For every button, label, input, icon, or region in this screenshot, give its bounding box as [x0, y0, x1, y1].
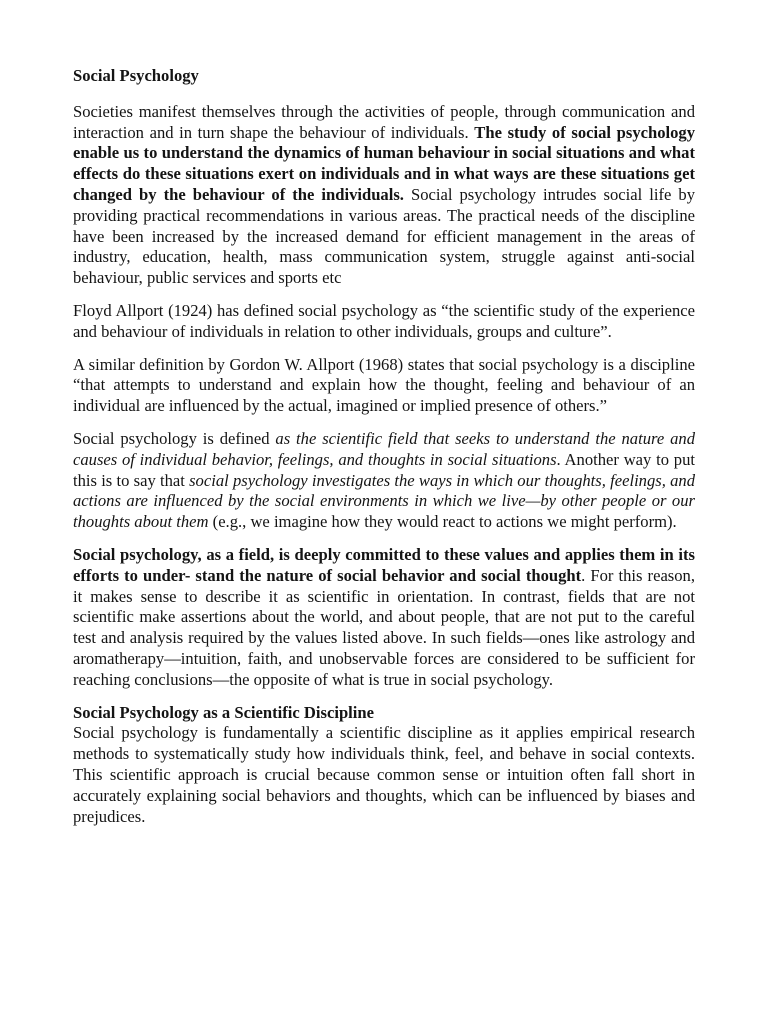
paragraph-societies: [73, 102, 695, 289]
paragraph-definition-end: (e.g., we imagine how they would react to actions we might perform).: [208, 512, 677, 532]
paragraph-scientific-discipline: Social psychology is fundamentally a scientific discipline as it applies empirical research methods to systematically study how individuals think, feel, and behave in social contexts. This scientific approach is crucial because common sense or intuition often fall short in accurately explaining social behaviors and thoughts, which can be influenced by biases and prejudices.: [73, 723, 695, 826]
paragraph-societies-bold: The study of social psychology enable us to understand the dynamics of human behaviour in social situations and what effects do these situations exert on individuals and in what ways are these situations get changed by the behaviour of the individuals.: [73, 122, 696, 204]
paragraph-floyd-allport: Floyd Allport (1924) has defined social psychology as “the scientific study of the experience and behaviour of individuals in relation to other individuals, groups and culture”.: [73, 300, 695, 341]
paragraph-scientific-values-rest: . For this reason, it makes sense to describe it as scientific in orientation. In contrast, fields that are not scientific make assertions about the world, and about people, that are not put to the careful test and analysis required by the values listed above. In such fields—ones like astrology and aromatherapy—intuition, faith, and unobservable forces are considered to be sufficient for reaching conclusions—the opposite of what is true in social psychology.: [73, 565, 696, 689]
paragraph-definition-italic-2: social psychology investigates the ways in which our thoughts, feelings, and actions are influenced by the social environments in which we live—by other people or our thoughts about them: [73, 470, 695, 532]
paragraph-definition-mid: . Another way to put this is to say that: [73, 449, 695, 490]
paragraph-societies-rest: Social psychology intrudes social life by providing practical recommendations in various areas. The practical needs of the discipline have been increased by the increased demand for efficient management in the areas of industry, education, health, mass communication system, struggle against anti-social behaviour, public services and sports etc: [73, 184, 695, 288]
paragraph-definition-italic-1: as the scientific field that seeks to understand the nature and causes of individual behavior, feelings, and thoughts in social situations: [73, 428, 696, 469]
paragraph-scientific-values-bold: Social psychology, as a field, is deeply committed to these values and applies them in its efforts to under- stand the nature of social behavior and social thought: [73, 544, 695, 585]
paragraph-societies-intro: Societies manifest themselves through the activities of people, through communication and interaction and in turn shape the behaviour of individuals.: [73, 101, 695, 142]
section-heading: Social Psychology as a Scientific Discipline: [73, 702, 374, 722]
paragraph-definition: [73, 429, 695, 533]
paragraph-gordon-allport: A similar definition by Gordon W. Allport (1968) states that social psychology is a discipline “that attempts to understand and explain how the thought, feeling and behaviour of an individual are influenced by the actual, imagined or implied presence of others.”: [73, 354, 695, 416]
paragraph-definition-intro: Social psychology is defined: [73, 428, 276, 448]
document-title: Social Psychology: [73, 66, 199, 85]
document-page: [73, 66, 695, 839]
paragraph-scientific-values: [73, 545, 695, 691]
